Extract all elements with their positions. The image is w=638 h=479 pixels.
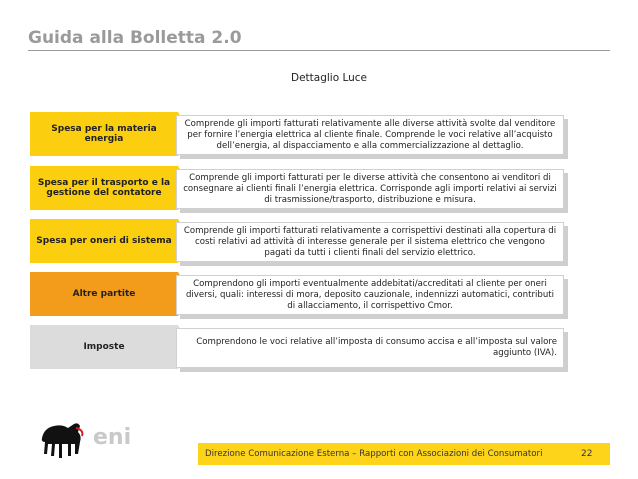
row-description: Comprendono le voci relative all’imposta di consumo accisa e all’imposta sul valore aggiunto (IVA). [176, 328, 564, 368]
six-legged-dog-icon [42, 423, 83, 458]
page-number: 22 [581, 449, 593, 459]
page-title: Guida alla Bolletta 2.0 [28, 28, 242, 48]
row-trasporto [30, 166, 570, 210]
row-label: Imposte [30, 325, 178, 369]
row-label: Spesa per la materia energia [30, 112, 178, 156]
eni-logo [38, 408, 148, 470]
row-description: Comprende gli importi fatturati relativamente a corrispettivi destinati alla copertura di costi relativi ad attività di interesse generale per il sistema elettrico che vengono pagati da tutti i clienti finali del servizio elettrico. [176, 222, 564, 262]
row-altre-partite [30, 272, 570, 316]
row-description: Comprendono gli importi eventualmente addebitati/accreditati al cliente per oneri diversi, quali: interessi di mora, deposito cauzionale, indennizzi automatici, contributi di allacciamento, il corrispettivo Cmor. [176, 275, 564, 315]
row-description: Comprende gli importi fatturati relativamente alle diverse attività svolte dal venditore per fornire l’energia elettrica al cliente finale. Comprende le voci relative all’acquisto dell’energia, al dispacciamento e alla commercializzazione al dettaglio. [176, 115, 564, 155]
row-label: Spesa per oneri di sistema [30, 219, 178, 263]
eni-wordmark: eni [93, 425, 132, 450]
row-description: Comprende gli importi fatturati per le diverse attività che consentono ai venditori di consegnare ai clienti finali l’energia elettrica. Corrisponde agli importi relativi ai servizi di trasmissione/trasporto, distribuzione e misura. [176, 169, 564, 209]
row-materia-energia [30, 112, 570, 156]
row-oneri-sistema [30, 219, 570, 263]
row-imposte [30, 325, 570, 369]
row-label: Spesa per il trasporto e la gestione del contatore [30, 166, 178, 210]
section-subtitle: Dettaglio Luce [290, 72, 368, 84]
title-divider [28, 50, 610, 51]
row-label: Altre partite [30, 272, 178, 316]
footer-text: Direzione Comunicazione Esterna – Rapporti con Associazioni dei Consumatori [205, 449, 543, 459]
